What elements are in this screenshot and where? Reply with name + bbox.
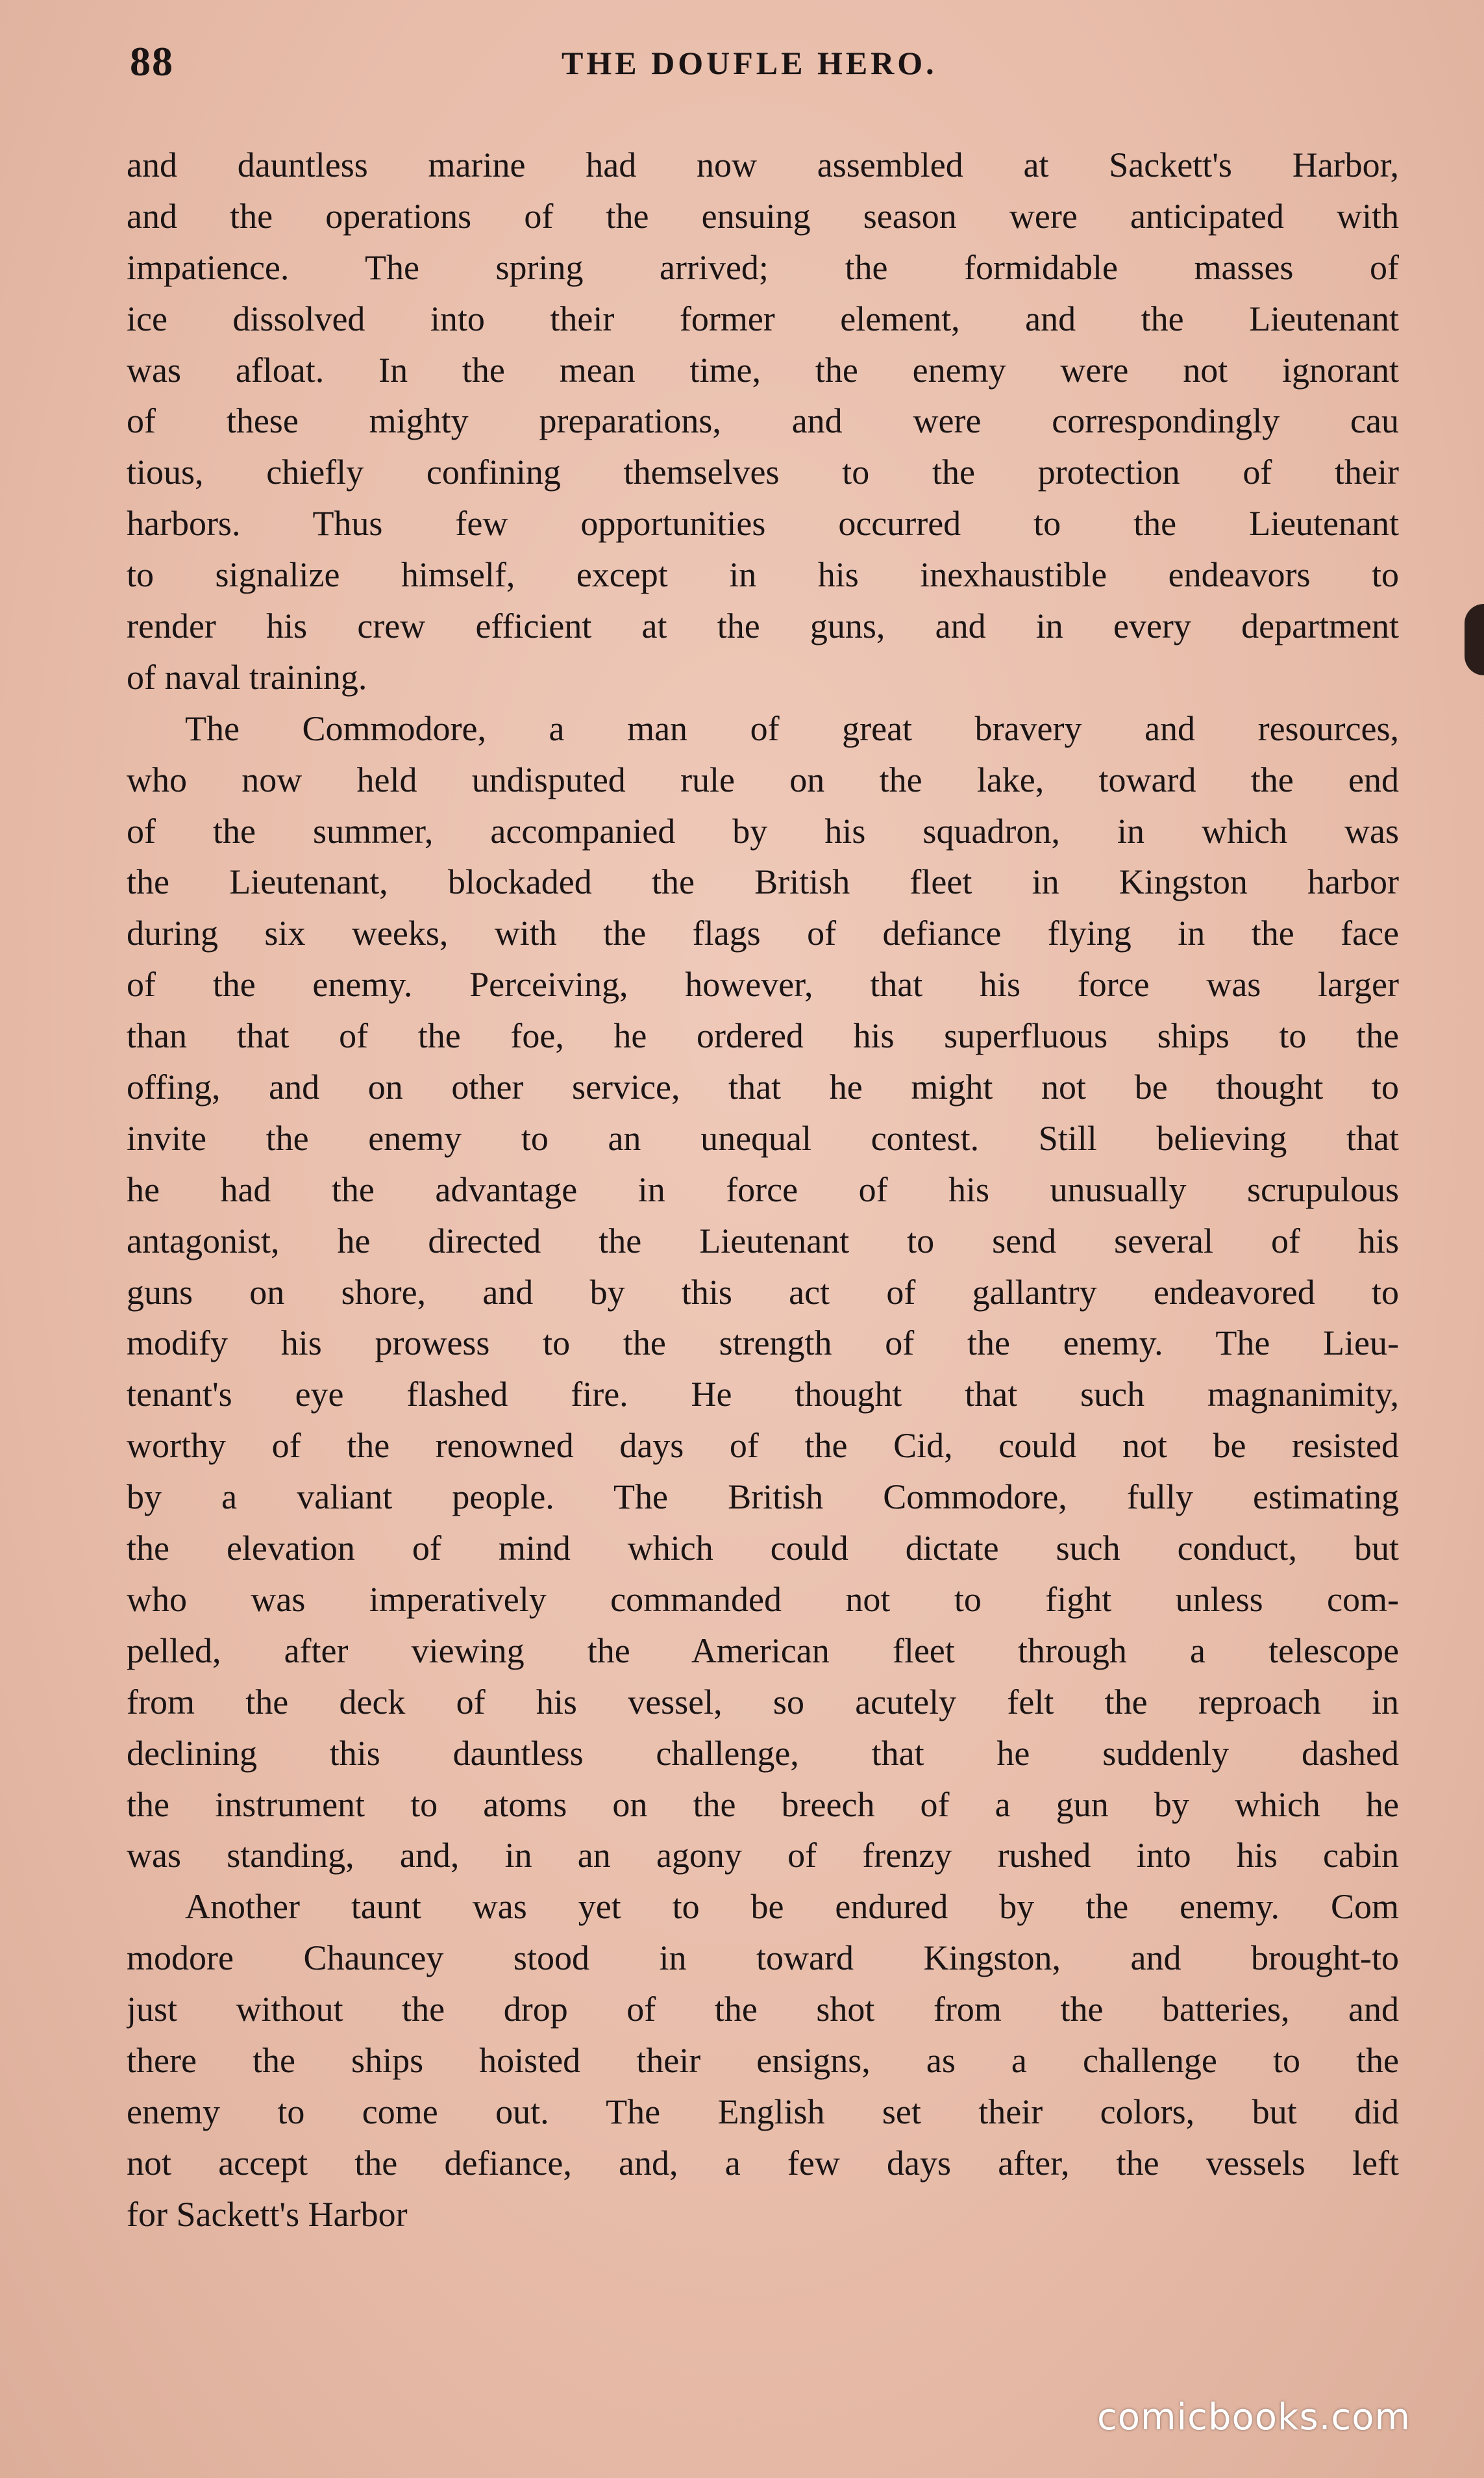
- text-line: for Sackett's Harbor: [127, 2194, 408, 2234]
- text-line: to signalize himself, except in his inexhaustible endeavors to: [127, 555, 1399, 595]
- text-line: of the enemy. Perceiving, however, that his force was larger: [127, 965, 1399, 1005]
- text-line: impatience. The spring arrived; the formidable masses of: [127, 247, 1399, 287]
- text-line: modore Chauncey stood in toward Kingston, and brought-to: [127, 1938, 1399, 1978]
- text-line: he had the advantage in force of his unusually scrupulous: [127, 1170, 1399, 1209]
- text-line: just without the drop of the shot from the batteries, and: [127, 1990, 1399, 2029]
- text-line: invite the enemy to an unequal contest. Still believing that: [127, 1118, 1399, 1158]
- running-head: THE DOUFLE HERO.: [562, 45, 937, 81]
- text-line: ice dissolved into their former element, and the Lieutenant: [127, 299, 1399, 338]
- body-text: [127, 140, 1399, 2240]
- text-line: of naval training.: [127, 657, 367, 697]
- text-line: tenant's eye flashed fire. He thought that such magnanimity,: [127, 1375, 1399, 1414]
- text-line: harbors. Thus few opportunities occurred to the Lieutenant: [127, 504, 1399, 544]
- text-line: The Commodore, a man of great bravery and resources,: [185, 708, 1399, 748]
- text-line: by a valiant people. The British Commodore, fully estimating: [127, 1477, 1399, 1517]
- text-line: the elevation of mind which could dictate such conduct, but: [127, 1529, 1399, 1568]
- text-line: antagonist, he directed the Lieutenant to send several of his: [127, 1221, 1399, 1260]
- text-line: enemy to come out. The English set their colors, but did: [127, 2092, 1399, 2131]
- text-line: render his crew efficient at the guns, and in every department: [127, 607, 1399, 646]
- text-line: during six weeks, with the flags of defiance flying in the face: [127, 914, 1399, 953]
- text-line: than that of the foe, he ordered his superfluous ships to the: [127, 1016, 1399, 1056]
- text-line: of these mighty preparations, and were correspondingly cau: [127, 401, 1399, 441]
- page-edge-tab: [1465, 604, 1484, 675]
- watermark: comicbooks.com: [1097, 2396, 1411, 2438]
- text-line: who now held undisputed rule on the lake, toward the end: [127, 760, 1399, 799]
- text-line: pelled, after viewing the American fleet through a telescope: [127, 1631, 1399, 1670]
- text-line: offing, and on other service, that he might not be thought to: [127, 1068, 1399, 1107]
- text-line: guns on shore, and by this act of gallantry endeavored to: [127, 1272, 1399, 1312]
- text-line: was afloat. In the mean time, the enemy were not ignorant: [127, 350, 1399, 390]
- text-line: tious, chiefly confining themselves to the protection of their: [127, 453, 1399, 492]
- page-header: [130, 38, 1402, 96]
- text-line: there the ships hoisted their ensigns, as a challenge to the: [127, 2040, 1399, 2080]
- text-line: was standing, and, in an agony of frenzy rushed into his cabin: [127, 1836, 1399, 1875]
- text-line: and the operations of the ensuing season were anticipated with: [127, 196, 1399, 236]
- page-number: 88: [130, 38, 174, 84]
- text-line: of the summer, accompanied by his squadron, in which was: [127, 811, 1399, 851]
- text-line: the instrument to atoms on the breech of a gun by which he: [127, 1784, 1399, 1824]
- text-line: Another taunt was yet to be endured by the enemy. Com: [185, 1887, 1399, 1927]
- text-line: not accept the defiance, and, a few days after, the vessels left: [127, 2143, 1399, 2183]
- text-line: and dauntless marine had now assembled at Sackett's Harbor,: [127, 145, 1399, 184]
- text-line: worthy of the renowned days of the Cid, could not be resisted: [127, 1426, 1399, 1466]
- text-line: who was imperatively commanded not to fight unless com-: [127, 1579, 1399, 1619]
- text-line: declining this dauntless challenge, that he suddenly dashed: [127, 1733, 1399, 1773]
- text-line: from the deck of his vessel, so acutely felt the reproach in: [127, 1682, 1399, 1721]
- text-line: the Lieutenant, blockaded the British fleet in Kingston harbor: [127, 862, 1399, 902]
- text-line: modify his prowess to the strength of the enemy. The Lieu-: [127, 1323, 1399, 1363]
